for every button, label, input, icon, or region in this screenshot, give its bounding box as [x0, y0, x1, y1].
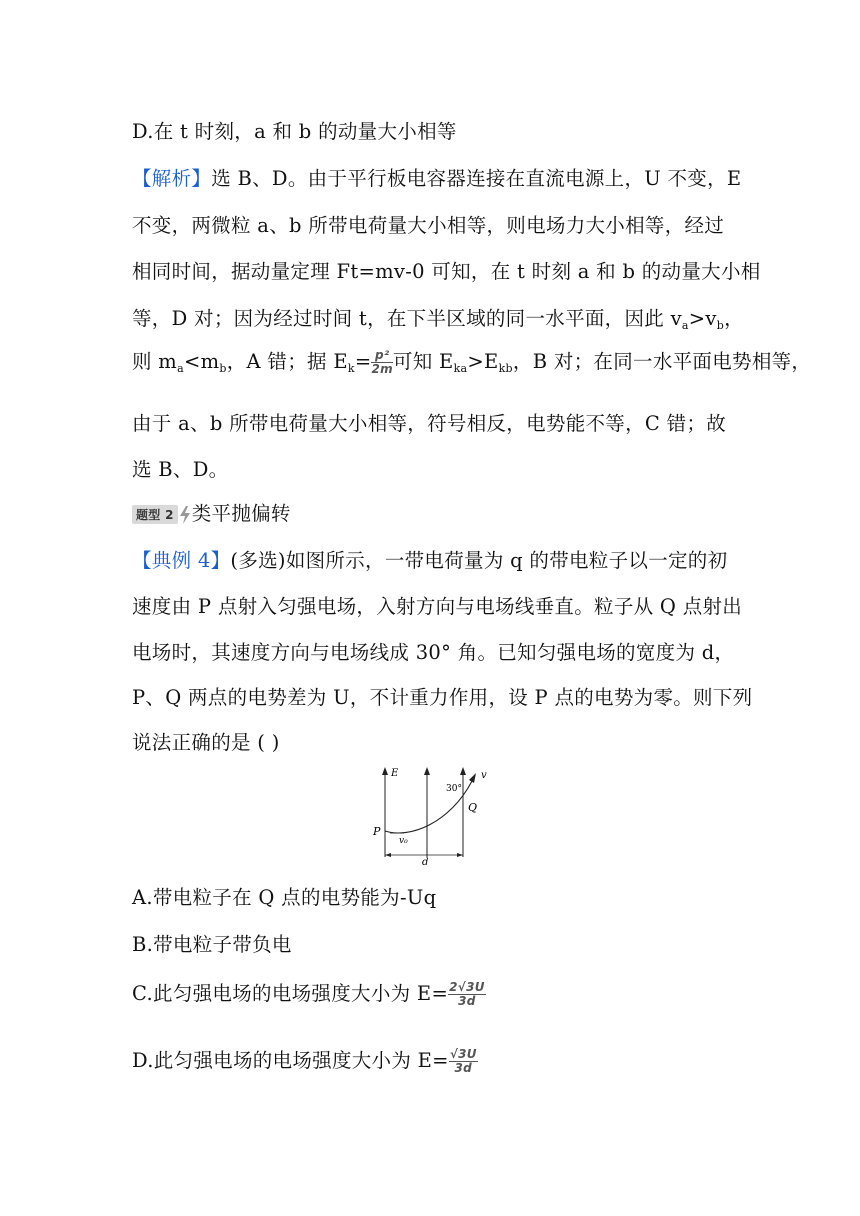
- section-title: 类平抛偏转: [191, 502, 291, 525]
- option-c-fraction: $\frac{2√3U}{3d}$: [449, 980, 485, 1008]
- analysis-line-3: 相同时间，据动量定理 Ft=mv-0 可知，在 t 时刻 a 和 b 的动量大小相: [132, 260, 761, 283]
- label-v0: v₀: [399, 836, 408, 846]
- example-tag: 【典例 4】: [132, 549, 231, 572]
- type-badge: 题型 2: [132, 505, 178, 524]
- label-Q: Q: [468, 801, 478, 814]
- option-b: B.带电粒子带负电: [132, 933, 292, 956]
- example-line-2: 速度由 P 点射入匀强电场，入射方向与电场线垂直。粒子从 Q 点射出: [132, 595, 743, 618]
- label-P: P: [373, 825, 381, 838]
- example-line-3: 电场时，其速度方向与电场线成 30° 角。已知匀强电场的宽度为 d，: [132, 641, 735, 664]
- electric-field-diagram: [370, 763, 500, 869]
- option-c: C.此匀强电场的电场强度大小为 E= $\frac{2√3U}{3d}$: [132, 980, 485, 1008]
- label-E: E: [391, 768, 399, 779]
- example-line-4: P、Q 两点的电势差为 U，不计重力作用，设 P 点的电势为零。则下列: [132, 686, 753, 709]
- analysis-line-4: 等，D 对；因为经过时间 t，在下半区域的同一水平面，因此 $v_a>v_b$，: [132, 307, 744, 332]
- option-d-fraction: $\frac{√3U}{3d}$: [449, 1047, 477, 1075]
- lightning-icon: [178, 506, 192, 524]
- example-line-1: 【典例 4】(多选)如图所示，一带电荷量为 q 的带电粒子以一定的初: [132, 549, 728, 572]
- kinetic-energy-fraction: $\frac{\text{p²}}{2m}$: [371, 348, 393, 376]
- analysis-line-2: 不变，两微粒 a、b 所带电荷量大小相等，则电场力大小相等，经过: [132, 214, 725, 237]
- label-d: d: [422, 857, 429, 868]
- option-a: A.带电粒子在 Q 点的电势能为-Uq: [132, 886, 437, 909]
- label-v: v: [481, 770, 487, 781]
- analysis-line-6: 由于 a、b 所带电荷量大小相等，符号相反，电势能不等，C 错；故: [132, 412, 727, 435]
- analysis-tag: 【解析】: [132, 167, 212, 190]
- option-d-previous: D.在 t 时刻，a 和 b 的动量大小相等: [132, 120, 457, 143]
- analysis-line-1: 【解析】选 B、D。由于平行板电容器连接在直流电源上，U 不变，E: [132, 163, 728, 191]
- example-line-5: 说法正确的是 ( ): [132, 731, 280, 754]
- option-d: D.此匀强电场的电场强度大小为 E= $\frac{√3U}{3d}$: [132, 1047, 477, 1075]
- analysis-line-5: 则 $m_a<m_b$，A 错；据 $E_k=$ $\frac{\text{p²}}{2m}$ 可知 $E_{ka}>E_{kb}$，B 对；在同一水平面电势相等，: [132, 348, 812, 376]
- section-heading: [132, 498, 291, 526]
- analysis-line-7: 选 B、D。: [132, 458, 229, 481]
- label-30-degrees: 30°: [446, 784, 462, 794]
